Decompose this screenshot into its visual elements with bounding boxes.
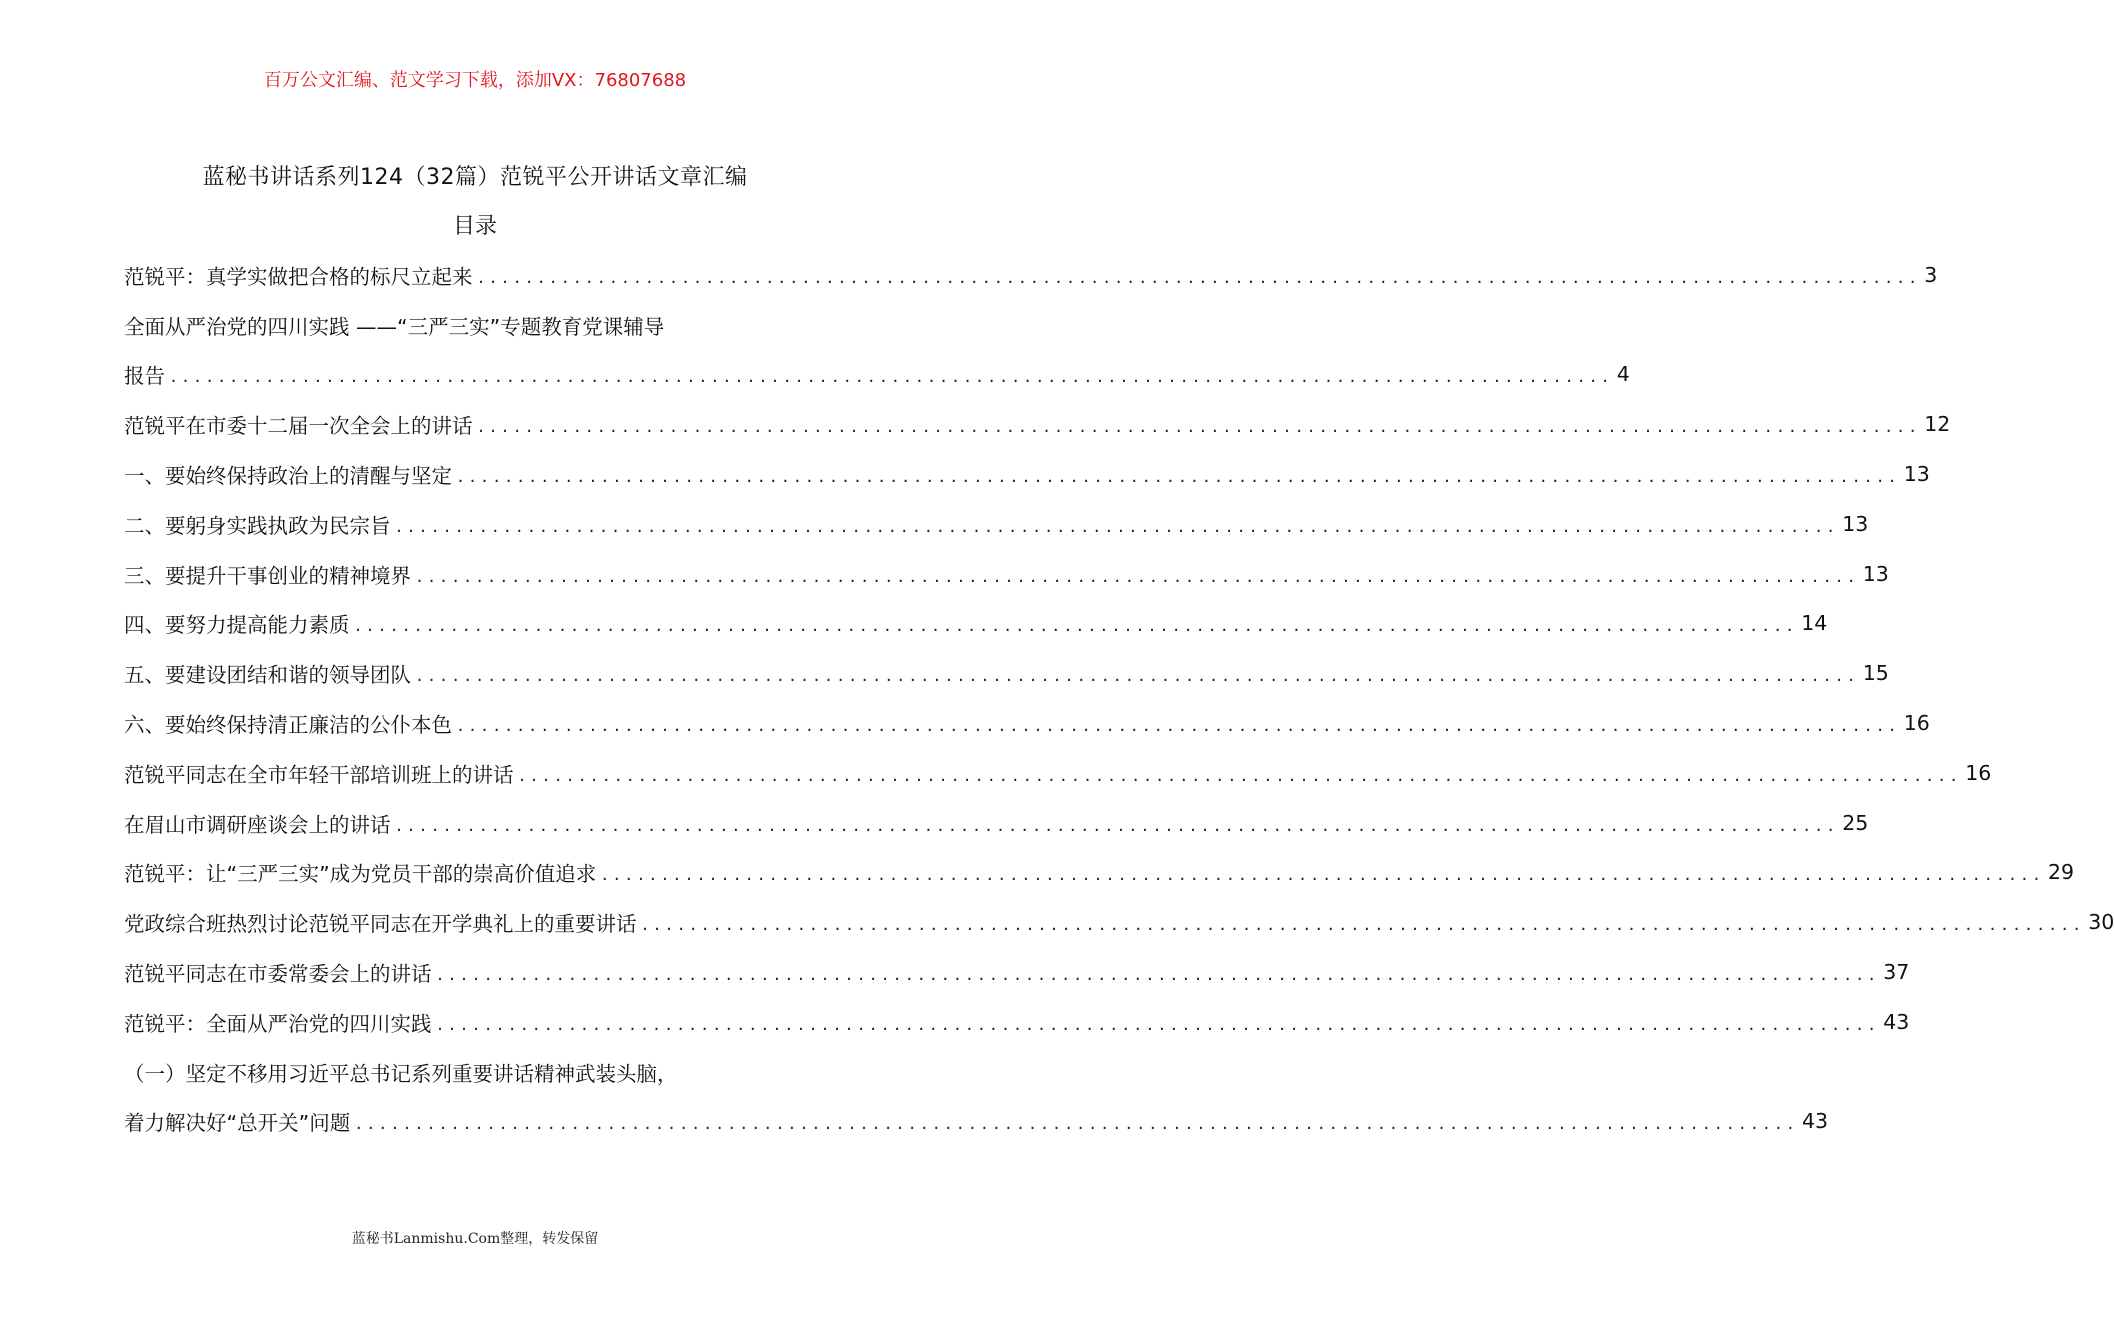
leader-dots: ........................................................................................................................	[476, 418, 1921, 437]
toc-entry-page: 13	[1862, 561, 1889, 586]
toc-entry[interactable]	[124, 250, 1938, 300]
toc-entry-text: 报告	[124, 364, 165, 389]
toc-entry-text: 范锐平：真学实做把合格的标尺立起来	[124, 264, 473, 289]
leader-dots: ........................................................................................................................	[435, 966, 1880, 985]
toc-entry-page: 43	[1883, 1009, 1910, 1034]
leader-dots: ........................................................................................................................	[435, 1015, 1880, 1034]
toc-entry-text: 三、要提升干事创业的精神境界	[124, 563, 411, 588]
toc-entry-text: 着力解决好“总开关”问题	[124, 1111, 351, 1136]
toc-entry-page: 43	[1801, 1109, 1829, 1134]
toc-entry[interactable]	[124, 1097, 1829, 1147]
toc-entry-text: 在眉山市调研座谈会上的讲话	[124, 812, 391, 837]
leader-dots: ........................................................................................................................	[415, 667, 1859, 686]
toc-entry[interactable]	[124, 499, 1869, 549]
leader-dots: ........................................................................................................................	[394, 517, 1839, 536]
page-footer: 蓝秘书Lanmishu.Com整理，转发保留	[351, 1231, 599, 1247]
leader-dots: ........................................................................................................................	[415, 567, 1859, 586]
leader-dots: ........................................................................................................................	[640, 916, 2085, 935]
toc-entry-page: 13	[1903, 462, 1930, 487]
toc-entry-text: 党政综合班热烈讨论范锐平同志在开学典礼上的重要讲话	[124, 912, 637, 937]
toc-entry-page: 15	[1862, 661, 1889, 686]
toc-entry[interactable]	[124, 300, 828, 350]
toc-entry-text: 范锐平：让“三严三实”成为党员干部的崇高价值追求	[124, 862, 597, 887]
toc-entry-page: 14	[1801, 611, 1828, 636]
toc-entry-text: 六、要始终保持清正廉洁的公仆本色	[124, 713, 452, 738]
toc-entry-page: 16	[1965, 760, 1992, 785]
leader-dots: ........................................................................................................................	[456, 717, 1900, 736]
toc-entry-page: 4	[1616, 362, 1630, 387]
leader-dots: ........................................................................................................................	[600, 866, 2044, 885]
leader-dots: ........................................................................................................................	[353, 617, 1798, 636]
leader-dots: ........................................................................................................................	[169, 368, 1613, 387]
toc-entry[interactable]	[124, 599, 1828, 649]
toc-entry-page: 37	[1883, 960, 1910, 985]
leader-dots: ........................................................................................................................	[456, 468, 1900, 487]
toc-entry[interactable]	[124, 897, 2114, 947]
toc-entry-text: 范锐平在市委十二届一次全会上的讲话	[124, 414, 473, 439]
document-title: 蓝秘书讲话系列124（32篇）范锐平公开讲话文章汇编	[202, 165, 748, 190]
toc-entry[interactable]	[124, 648, 1889, 698]
leader-dots: ........................................................................................................................	[517, 766, 1962, 785]
toc-entry-text: 范锐平同志在市委常委会上的讲话	[124, 962, 432, 987]
toc-entry[interactable]	[124, 798, 1869, 848]
toc-entry-text: （一）坚定不移用习近平总书记系列重要讲话精神武装头脑，	[124, 1061, 678, 1086]
toc-entry-text: 一、要始终保持政治上的清醒与坚定	[124, 464, 452, 489]
toc-entry-text: 范锐平：全面从严治党的四川实践	[124, 1011, 432, 1036]
toc-entry[interactable]	[124, 947, 1910, 997]
leader-dots: ........................................................................................................................	[354, 1115, 1798, 1134]
toc-entry[interactable]	[124, 698, 1930, 748]
toc-entry[interactable]	[124, 748, 1992, 798]
toc-entry-text: 二、要躬身实践执政为民宗旨	[124, 513, 391, 538]
toc-entry-page: 29	[2047, 860, 2075, 885]
toc-entry-text: 四、要努力提高能力素质	[124, 613, 350, 638]
toc-entry[interactable]	[124, 350, 1630, 400]
leader-dots: ........................................................................................................................	[394, 816, 1839, 835]
leader-dots: ........................................................................................................................	[476, 268, 1921, 287]
toc-entry-page: 12	[1924, 412, 1951, 437]
toc-entry[interactable]	[124, 997, 1910, 1047]
toc-entry-page: 16	[1903, 711, 1930, 736]
toc-entry-page: 25	[1842, 810, 1869, 835]
toc-entry[interactable]	[124, 848, 2075, 898]
toc-entry-text: 五、要建设团结和谐的领导团队	[124, 663, 411, 688]
toc-entry-page: 3	[1924, 262, 1938, 287]
toc-heading: 目录	[452, 214, 497, 239]
toc-entry-text: 全面从严治党的四川实践 ——“三严三实”专题教育党课辅导	[124, 314, 665, 339]
toc-entry-page: 13	[1842, 511, 1869, 536]
toc-entry[interactable]	[124, 549, 1889, 599]
toc-entry[interactable]	[124, 1047, 828, 1097]
toc-entry[interactable]	[124, 449, 1930, 499]
toc-entry[interactable]	[124, 399, 1951, 449]
toc-entry-page: 30	[2088, 910, 2114, 935]
table-of-contents	[124, 250, 2114, 1146]
watermark-banner: 百万公文汇编、范文学习下载，添加VX：76807688	[263, 70, 687, 91]
toc-entry-text: 范锐平同志在全市年轻干部培训班上的讲话	[124, 762, 514, 787]
